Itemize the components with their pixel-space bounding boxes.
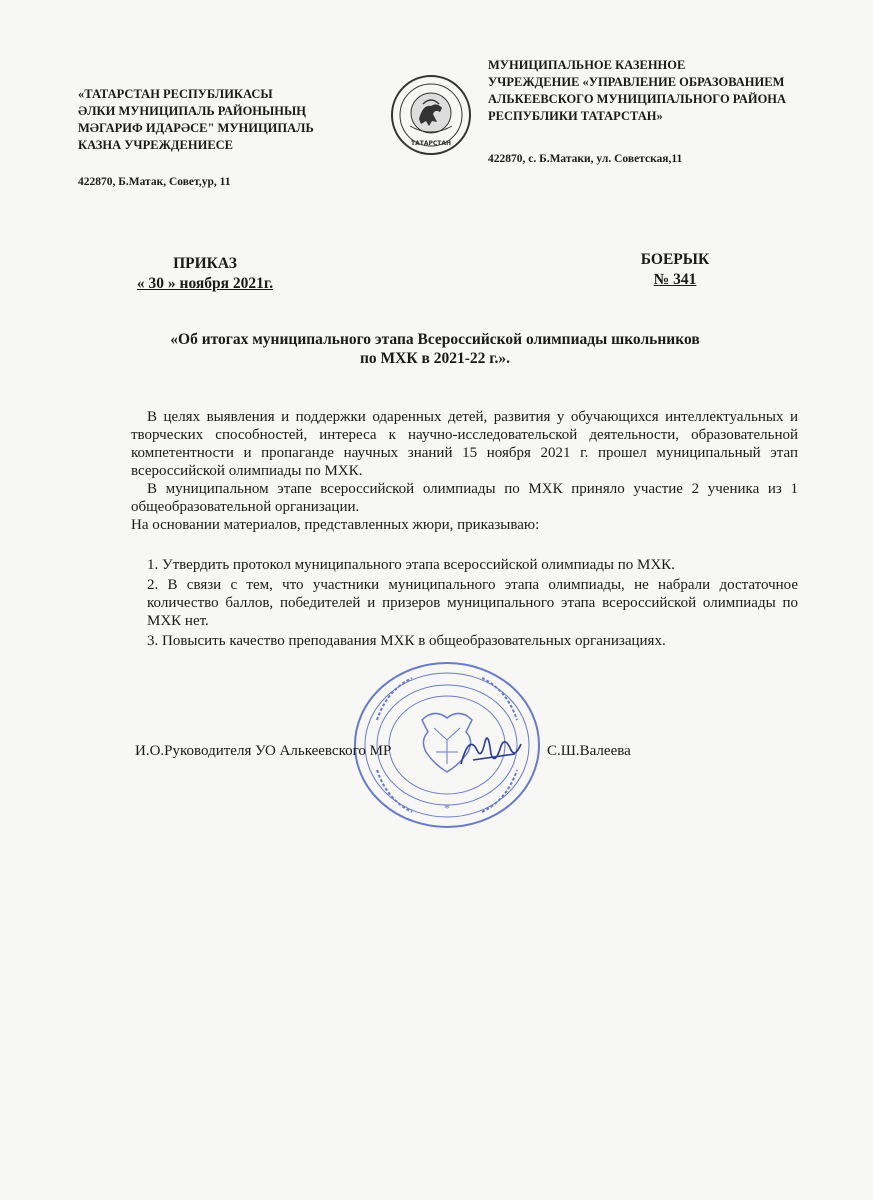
order-heading-left [120, 254, 290, 294]
header-left-tatar [78, 86, 368, 191]
body-paragraph-3: На основании материалов, представленных жюри, приказываю: [131, 517, 540, 533]
list-item: 1. Утвердить протокол муниципального этапа всероссийской олимпиады по МХК. [147, 557, 675, 573]
svg-text:*: * [444, 801, 450, 815]
order-label: ПРИКАЗ [173, 255, 237, 272]
emblem-label: ТАТАРСТАН [410, 140, 452, 147]
order-date: « 30 » ноября 2021г. [136, 275, 274, 292]
title-line-1: «Об итогах муниципального этапа Всероссийской олимпиады школьников [170, 331, 700, 348]
document-title [120, 330, 750, 368]
title-line-2: по МХК в 2021-22 г.». [359, 350, 511, 367]
list-item: 2. В связи с тем, что участники муниципального этапа олимпиады, не набрали достаточное количество баллов, победителей и призеров муниципального этапа всероссийской олимпиады по МХК нет. [147, 577, 798, 629]
address-tatar: 422870, Б.Матак, Совет,ур, 11 [78, 176, 231, 188]
address-russian: 422870, с. Б.Матаки, ул. Советская,11 [488, 153, 683, 165]
body-paragraph-2: В муниципальном этапе всероссийской олимпиады по МХК приняло участие 2 ученика из 1 общеобразовательной организации. [131, 481, 798, 515]
document-body [131, 408, 798, 652]
handwritten-signature-icon [455, 720, 525, 780]
org-name-tatar: «ТАТАРСТАН РЕСПУБЛИКАСЫ ӘЛКИ МУНИЦИПАЛЬ РАЙОНЫНЫҢ МӘГАРИФ ИДАРӘСЕ" МУНИЦИПАЛЬ КАЗНА УЧРЕЖДЕНИЕСЕ [78, 87, 314, 152]
order-number: № 341 [653, 271, 697, 288]
org-name-russian: МУНИЦИПАЛЬНОЕ КАЗЕННОЕ УЧРЕЖДЕНИЕ «УПРАВЛЕНИЕ ОБРАЗОВАНИЕМ АЛЬКЕЕВСКОГО МУНИЦИПАЛЬНОГО РАЙОНА РЕСПУБЛИКИ ТАТАРСТАН» [488, 58, 787, 123]
header-right-russian [488, 57, 818, 168]
tatarstan-emblem-icon [390, 74, 472, 156]
signatory-name: С.Ш.Валеева [547, 743, 631, 759]
body-paragraph-1: В целях выявления и поддержки одаренных детей, развития у обучающихся интеллектуальных и творческих способностей, интереса к научно-исследовательской деятельности, образовательной компетентности и пропаганде научных знаний 15 ноября 2021 г. прошел муниципальный этап всероссийской олимпиады по МХК. [131, 409, 798, 479]
list-item: 3. Повысить качество преподавания МХК в общеобразовательных организациях. [147, 633, 666, 649]
order-label-tatar: БОЕРЫК [640, 251, 710, 268]
order-items-list [147, 556, 798, 650]
order-heading-right [620, 250, 730, 290]
signatory-title: И.О.Руководителя УО Алькеевского МР [135, 743, 392, 759]
